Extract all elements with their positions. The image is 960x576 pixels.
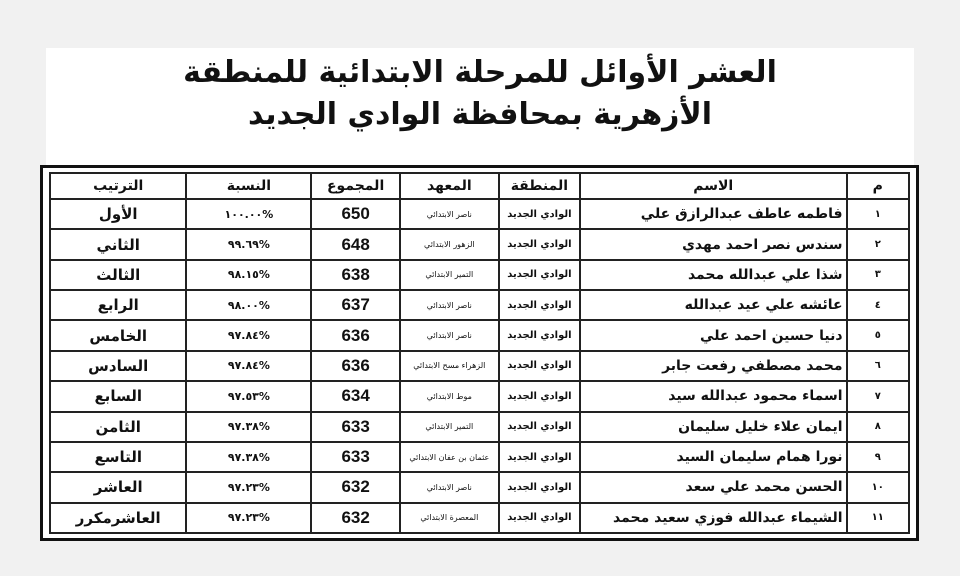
cell-school: المعصرة الابتدائي [400, 503, 499, 533]
table-row [50, 412, 909, 442]
cell-pct: %٩٧.٢٣ [186, 472, 311, 502]
table-row [50, 290, 909, 320]
document-title [46, 52, 914, 136]
results-table-frame [40, 165, 919, 541]
cell-rank: العاشر [50, 472, 186, 502]
header-school: المعهد [400, 173, 499, 199]
title-line-2: الأزهرية بمحافظة الوادي الجديد [247, 97, 713, 132]
cell-region: الوادي الجديد [499, 412, 580, 442]
cell-num: ١١ [847, 503, 909, 533]
cell-name: الشيماء عبدالله فوزي سعيد محمد [580, 503, 847, 533]
cell-name: فاطمه عاطف عبدالرازق علي [580, 199, 847, 229]
cell-school: موط الابتدائي [400, 381, 499, 411]
cell-num: ١٠ [847, 472, 909, 502]
cell-pct: %٩٨.١٥ [186, 260, 311, 290]
cell-num: ١ [847, 199, 909, 229]
cell-region: الوادي الجديد [499, 260, 580, 290]
cell-school: الزهراء مسح الابتدائي [400, 351, 499, 381]
cell-rank: السادس [50, 351, 186, 381]
cell-rank: العاشرمكرر [50, 503, 186, 533]
cell-num: ٩ [847, 442, 909, 472]
table-row [50, 351, 909, 381]
cell-total: 648 [311, 229, 400, 259]
cell-total: 638 [311, 260, 400, 290]
cell-pct: %٩٧.٨٤ [186, 320, 311, 350]
cell-pct: %٩٧.٣٨ [186, 412, 311, 442]
cell-rank: الثامن [50, 412, 186, 442]
cell-pct: %٩٩.٦٩ [186, 229, 311, 259]
cell-num: ٨ [847, 412, 909, 442]
cell-total: 636 [311, 351, 400, 381]
cell-region: الوادي الجديد [499, 442, 580, 472]
cell-region: الوادي الجديد [499, 290, 580, 320]
cell-school: عثمان بن عفان الابتدائي [400, 442, 499, 472]
table-row [50, 381, 909, 411]
cell-school: ناصر الابتدائي [400, 290, 499, 320]
cell-total: 634 [311, 381, 400, 411]
cell-total: 632 [311, 503, 400, 533]
cell-name: نورا همام سليمان السيد [580, 442, 847, 472]
table-row [50, 472, 909, 502]
header-rank: الترتيب [50, 173, 186, 199]
cell-name: عائشه علي عيد عبدالله [580, 290, 847, 320]
cell-num: ٣ [847, 260, 909, 290]
cell-num: ٧ [847, 381, 909, 411]
cell-rank: الخامس [50, 320, 186, 350]
cell-region: الوادي الجديد [499, 503, 580, 533]
cell-total: 650 [311, 199, 400, 229]
cell-region: الوادي الجديد [499, 199, 580, 229]
cell-pct: %١٠٠.٠٠ [186, 199, 311, 229]
table-body [50, 199, 909, 533]
cell-rank: الثاني [50, 229, 186, 259]
cell-num: ٤ [847, 290, 909, 320]
cell-total: 633 [311, 412, 400, 442]
table-row [50, 199, 909, 229]
cell-total: 636 [311, 320, 400, 350]
cell-rank: الأول [50, 199, 186, 229]
cell-rank: الثالث [50, 260, 186, 290]
table-row [50, 442, 909, 472]
cell-pct: %٩٧.٥٣ [186, 381, 311, 411]
cell-region: الوادي الجديد [499, 472, 580, 502]
header-pct: النسبة [186, 173, 311, 199]
header-name: الاسم [580, 173, 847, 199]
title-line-1: العشر الأوائل للمرحلة الابتدائية للمنطقة [183, 55, 777, 90]
cell-pct: %٩٧.٨٤ [186, 351, 311, 381]
table-row [50, 320, 909, 350]
cell-name: الحسن محمد علي سعد [580, 472, 847, 502]
header-num: م [847, 173, 909, 199]
cell-num: ٦ [847, 351, 909, 381]
table-row [50, 229, 909, 259]
cell-total: 637 [311, 290, 400, 320]
cell-total: 632 [311, 472, 400, 502]
results-table [49, 172, 910, 534]
cell-name: شذا علي عبدالله محمد [580, 260, 847, 290]
cell-num: ٢ [847, 229, 909, 259]
cell-region: الوادي الجديد [499, 381, 580, 411]
table-row [50, 503, 909, 533]
table-row [50, 260, 909, 290]
cell-pct: %٩٨.٠٠ [186, 290, 311, 320]
cell-rank: السابع [50, 381, 186, 411]
cell-name: دنيا حسين احمد علي [580, 320, 847, 350]
header-total: المجموع [311, 173, 400, 199]
header-region: المنطقة [499, 173, 580, 199]
cell-region: الوادي الجديد [499, 229, 580, 259]
cell-name: ايمان علاء خليل سليمان [580, 412, 847, 442]
cell-name: اسماء محمود عبدالله سيد [580, 381, 847, 411]
cell-name: محمد مصطفي رفعت جابر [580, 351, 847, 381]
cell-name: سندس نصر احمد مهدي [580, 229, 847, 259]
cell-school: ناصر الابتدائي [400, 199, 499, 229]
cell-total: 633 [311, 442, 400, 472]
cell-num: ٥ [847, 320, 909, 350]
cell-school: ناصر الابتدائي [400, 320, 499, 350]
cell-school: الزهور الابتدائي [400, 229, 499, 259]
cell-pct: %٩٧.٢٣ [186, 503, 311, 533]
cell-rank: التاسع [50, 442, 186, 472]
cell-school: ناصر الابتدائي [400, 472, 499, 502]
cell-pct: %٩٧.٣٨ [186, 442, 311, 472]
table-header-row [50, 173, 909, 199]
cell-school: التمير الابتدائي [400, 412, 499, 442]
cell-school: التمير الابتدائي [400, 260, 499, 290]
cell-region: الوادي الجديد [499, 320, 580, 350]
cell-region: الوادي الجديد [499, 351, 580, 381]
cell-rank: الرابع [50, 290, 186, 320]
